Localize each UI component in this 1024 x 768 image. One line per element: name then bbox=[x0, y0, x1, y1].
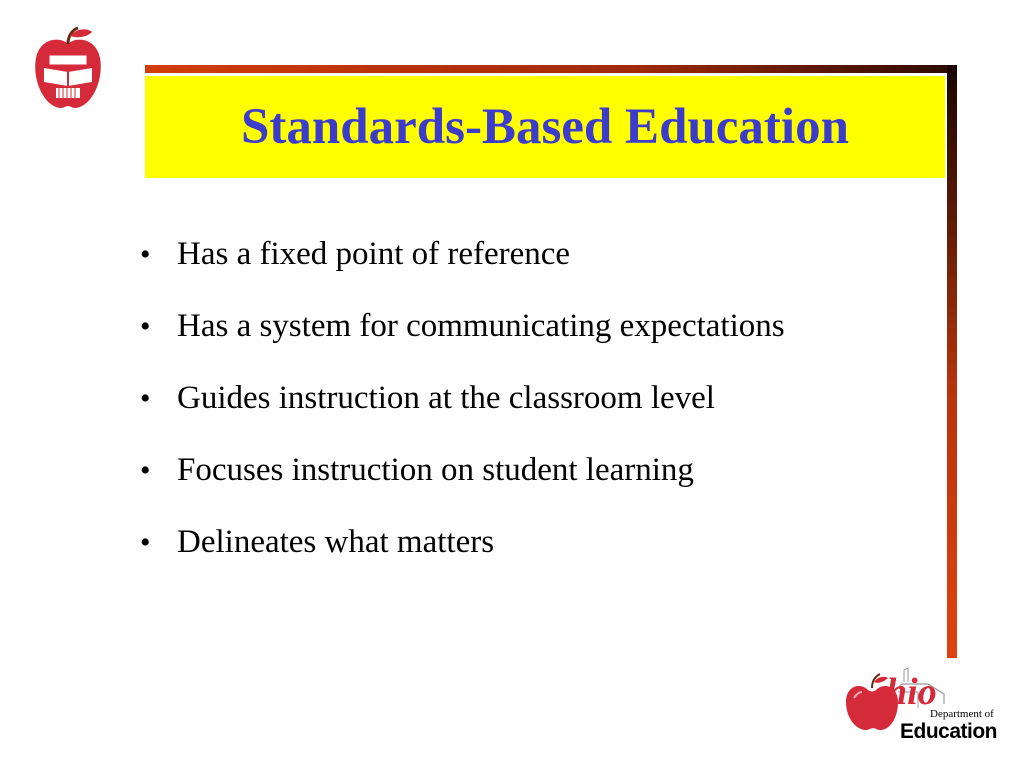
ohio-wordmark: hio bbox=[886, 671, 937, 713]
bullet-item bbox=[140, 226, 785, 298]
apple-book-icon bbox=[30, 24, 106, 112]
bullet-text: Has a fixed point of reference bbox=[177, 236, 571, 272]
bullet-marker: • bbox=[140, 310, 151, 343]
bullet-marker: • bbox=[140, 238, 151, 271]
bullet-item bbox=[140, 370, 785, 442]
title-banner bbox=[145, 76, 945, 178]
bullet-text: Has a system for communicating expectations bbox=[177, 308, 785, 344]
bullet-text: Guides instruction at the classroom level bbox=[177, 380, 715, 416]
right-accent-bar bbox=[947, 65, 957, 658]
education-label: Education bbox=[900, 720, 998, 743]
bullet-item bbox=[140, 298, 785, 370]
department-label: Department of bbox=[930, 708, 994, 720]
slide-title: Standards-Based Education bbox=[241, 99, 849, 155]
bullet-item bbox=[140, 442, 785, 514]
bullet-marker: • bbox=[140, 526, 151, 559]
ohio-education-logo bbox=[842, 664, 1004, 748]
bullet-item bbox=[140, 514, 785, 586]
bullet-text: Focuses instruction on student learning bbox=[177, 452, 694, 488]
top-accent-bar bbox=[145, 65, 957, 73]
bullet-marker: • bbox=[140, 382, 151, 415]
bullet-list bbox=[140, 226, 785, 586]
bullet-text: Delineates what matters bbox=[177, 524, 495, 560]
bullet-marker: • bbox=[140, 454, 151, 487]
